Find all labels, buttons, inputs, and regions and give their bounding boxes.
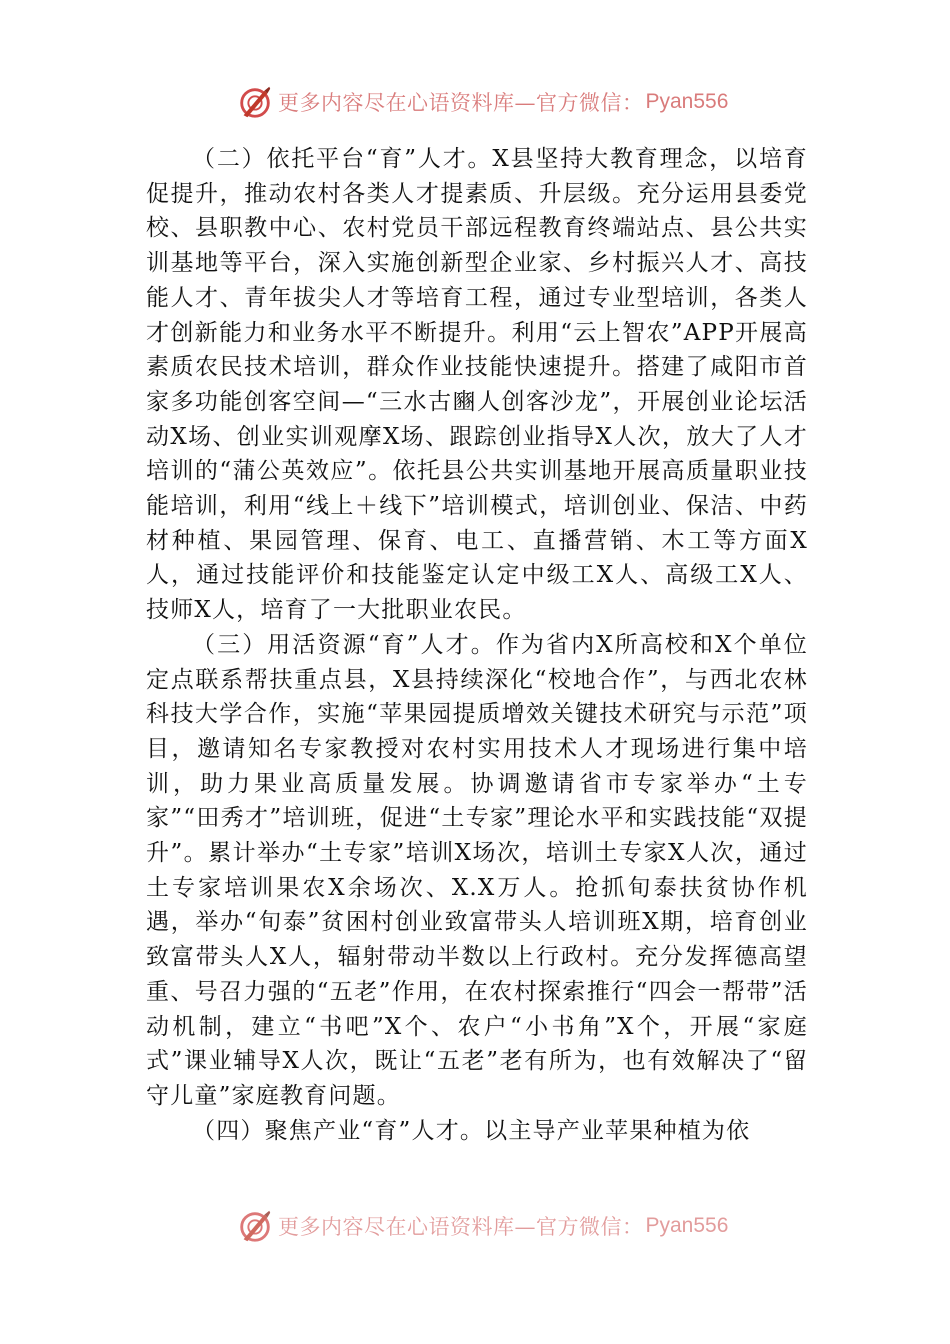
logo-icon	[236, 83, 274, 121]
watermark-brand-text: 更多内容尽在心语资料库—官方微信：	[278, 91, 644, 115]
watermark-brand-text: 更多内容尽在心语资料库—官方微信：	[278, 1215, 644, 1239]
watermark-footer	[236, 1206, 728, 1246]
logo-icon	[236, 1207, 274, 1245]
watermark-header	[236, 82, 728, 122]
paragraph-four: （四）聚焦产业“育”人才。以主导产业苹果种植为依	[192, 1117, 751, 1144]
paragraph-three: （三）用活资源“育”人才。作为省内X所高校和X个单位定点联系帮扶重点县，X县持续深化“校地合作”，与西北农林科技大学合作，实施“苹果园提质增效关键技术研究与示范”项目，邀请知名专家教授对农村实用技术人才现场进行集中培训，助力果业高质量发展。协调邀请省市专家举办“土专家”“田秀才”培训班，促进“土专家”理论水平和实践技能“双提升”。累计举办“土专家”培训X场次，培训土专家X人次，通过土专家培训果农X余场次、X.X万人。抢抓旬泰扶贫协作机遇，举办“旬泰”贫困村创业致富带头人培训班X期，培育创业致富带头人X人，辐射带动半数以上行政村。充分发挥德高望重、号召力强的“五老”作用，在农村探索推行“四会一帮带”活动机制，建立“书吧”X个、农户“小书角”X个，开展“家庭式”课业辅导X人次，既让“五老”老有所为，也有效解决了“留守儿童”家庭教育问题。	[146, 631, 808, 1109]
paragraph-two: （二）依托平台“育”人才。X县坚持大教育理念，以培育促提升，推动农村各类人才提素质、升层级。充分运用县委党校、县职教中心、农村党员干部远程教育终端站点、县公共实训基地等平台，深入实施创新型企业家、乡村振兴人才、高技能人才、青年拔尖人才等培育工程，通过专业型培训，各类人才创新能力和业务水平不断提升。利用“云上智农”APP开展高素质农民技术培训，群众作业技能快速提升。搭建了咸阳市首家多功能创客空间—“三水古豳人创客沙龙”，开展创业论坛活动X场、创业实训观摩X场、跟踪创业指导X人次，放大了人才培训的“蒲公英效应”。依托县公共实训基地开展高质量职业技能培训，利用“线上＋线下”培训模式，培训创业、保洁、中药材种植、果园管理、保育、电工、直播营销、木工等方面X人，通过技能评价和技能鉴定认定中级工X人、高级工X人、技师X人，培育了一大批职业农民。	[146, 146, 808, 624]
watermark-handle: Pyan556	[645, 90, 729, 113]
watermark-handle: Pyan556	[645, 1214, 729, 1237]
body-text	[146, 142, 808, 1148]
